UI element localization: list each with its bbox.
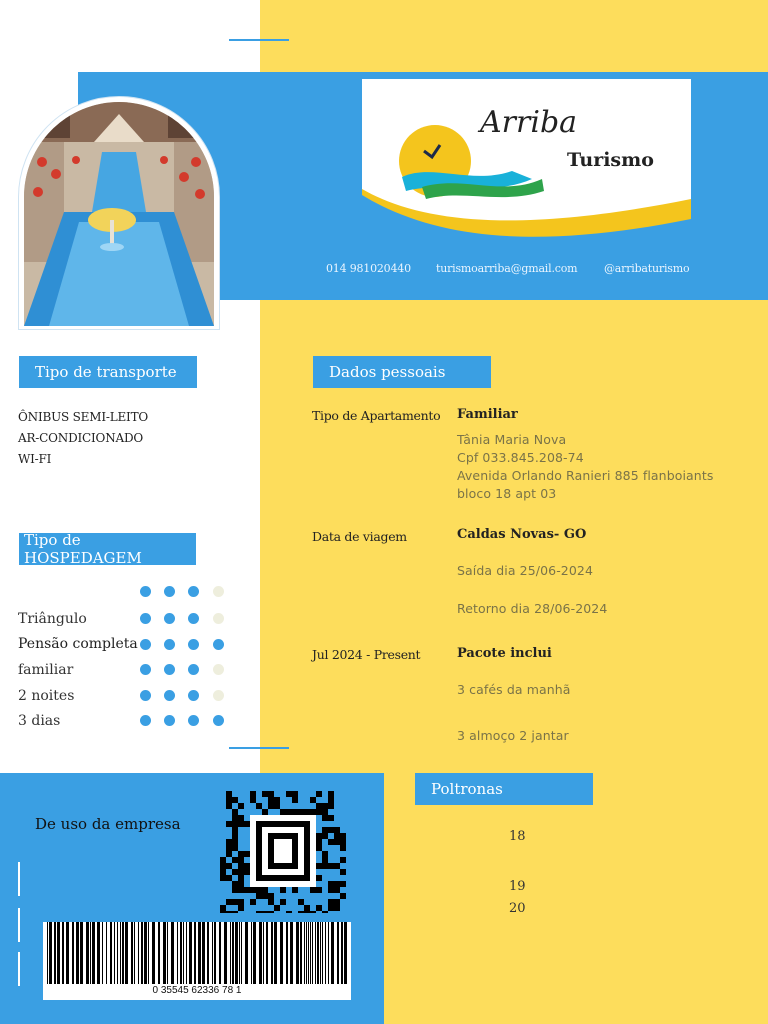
apartment-value: Familiar xyxy=(457,407,518,422)
contact-phone: 014 981020440 xyxy=(326,262,411,275)
rating-dot xyxy=(188,639,199,650)
departure-date: Saída dia 25/06-2024 xyxy=(457,563,594,578)
rating-dot xyxy=(140,715,151,726)
lodging-item: 3 dias xyxy=(18,713,61,729)
rating-dot xyxy=(164,715,175,726)
barcode-bars xyxy=(43,922,351,984)
rating-dot xyxy=(164,613,175,624)
period-label: Jul 2024 - Present xyxy=(312,647,421,662)
rating-dot xyxy=(164,586,175,597)
trip-label: Data de viagem xyxy=(312,529,407,544)
rating-dot xyxy=(213,664,224,675)
rating-dot xyxy=(213,639,224,650)
rating-dot xyxy=(213,613,224,624)
seats-section-title: Poltronas xyxy=(415,773,593,805)
apartment-label: Tipo de Apartamento xyxy=(312,408,441,423)
rating-dot xyxy=(213,690,224,701)
client-address-2: bloco 18 apt 03 xyxy=(457,486,557,501)
rating-dot xyxy=(140,664,151,675)
hotel-pool-photo xyxy=(24,102,214,326)
qr-code xyxy=(220,791,348,913)
trip-destination: Caldas Novas- GO xyxy=(457,527,587,542)
transport-item: WI-FI xyxy=(18,452,52,466)
barcode-number: 0 35545 62336 78 1 xyxy=(152,985,242,996)
rating-dot xyxy=(213,715,224,726)
transport-section-title: Tipo de transporte xyxy=(19,356,197,388)
personal-section-title: Dados pessoais xyxy=(313,356,491,388)
lodging-item: Triângulo xyxy=(18,611,87,627)
seat-number: 20 xyxy=(509,901,526,916)
rating-dot xyxy=(164,664,175,675)
lodging-section-title: Tipo de HOSPEDAGEM xyxy=(19,533,196,565)
lodging-item: familiar xyxy=(18,662,74,678)
logo-subtitle: Turismo xyxy=(567,149,654,171)
rating-dot xyxy=(188,664,199,675)
logo-title: Arriba xyxy=(480,105,578,140)
divider-mark xyxy=(18,952,20,986)
rating-dot xyxy=(188,690,199,701)
hotel-photo-frame xyxy=(18,96,220,330)
return-date: Retorno dia 28/06-2024 xyxy=(457,601,608,616)
lodging-item: 2 noites xyxy=(18,688,75,704)
rating-dot xyxy=(140,586,151,597)
company-logo xyxy=(362,79,691,260)
package-title: Pacote inclui xyxy=(457,646,552,661)
rating-dot xyxy=(213,586,224,597)
transport-item: AR-CONDICIONADO xyxy=(18,431,144,445)
rating-dot xyxy=(164,690,175,701)
transport-item: ÔNIBUS SEMI-LEITO xyxy=(18,410,149,424)
lodging-item: Pensão completa xyxy=(18,636,138,652)
divider-mark xyxy=(18,862,20,896)
client-cpf: Cpf 033.845.208-74 xyxy=(457,450,584,465)
rating-dot xyxy=(164,639,175,650)
divider-mark xyxy=(18,908,20,942)
seat-number: 19 xyxy=(509,879,526,894)
client-address: Avenida Orlando Ranieri 885 flanboiants xyxy=(457,468,714,483)
package-item: 3 almoço 2 jantar xyxy=(457,728,569,743)
rating-dot xyxy=(188,586,199,597)
seat-number: 18 xyxy=(509,829,526,844)
rating-dot xyxy=(188,715,199,726)
rating-dot xyxy=(140,690,151,701)
decor-line-top xyxy=(229,39,289,41)
contact-email: turismoarriba@gmail.com xyxy=(436,262,578,275)
contact-social: @arribaturismo xyxy=(604,262,690,275)
rating-dot xyxy=(140,613,151,624)
rating-dot xyxy=(140,639,151,650)
package-item: 3 cafés da manhã xyxy=(457,682,571,697)
rating-dot xyxy=(188,613,199,624)
decor-line-bottom xyxy=(229,747,289,749)
company-use-label: De uso da empresa xyxy=(35,815,181,833)
client-name: Tânia Maria Nova xyxy=(457,432,567,447)
barcode xyxy=(43,922,351,1000)
